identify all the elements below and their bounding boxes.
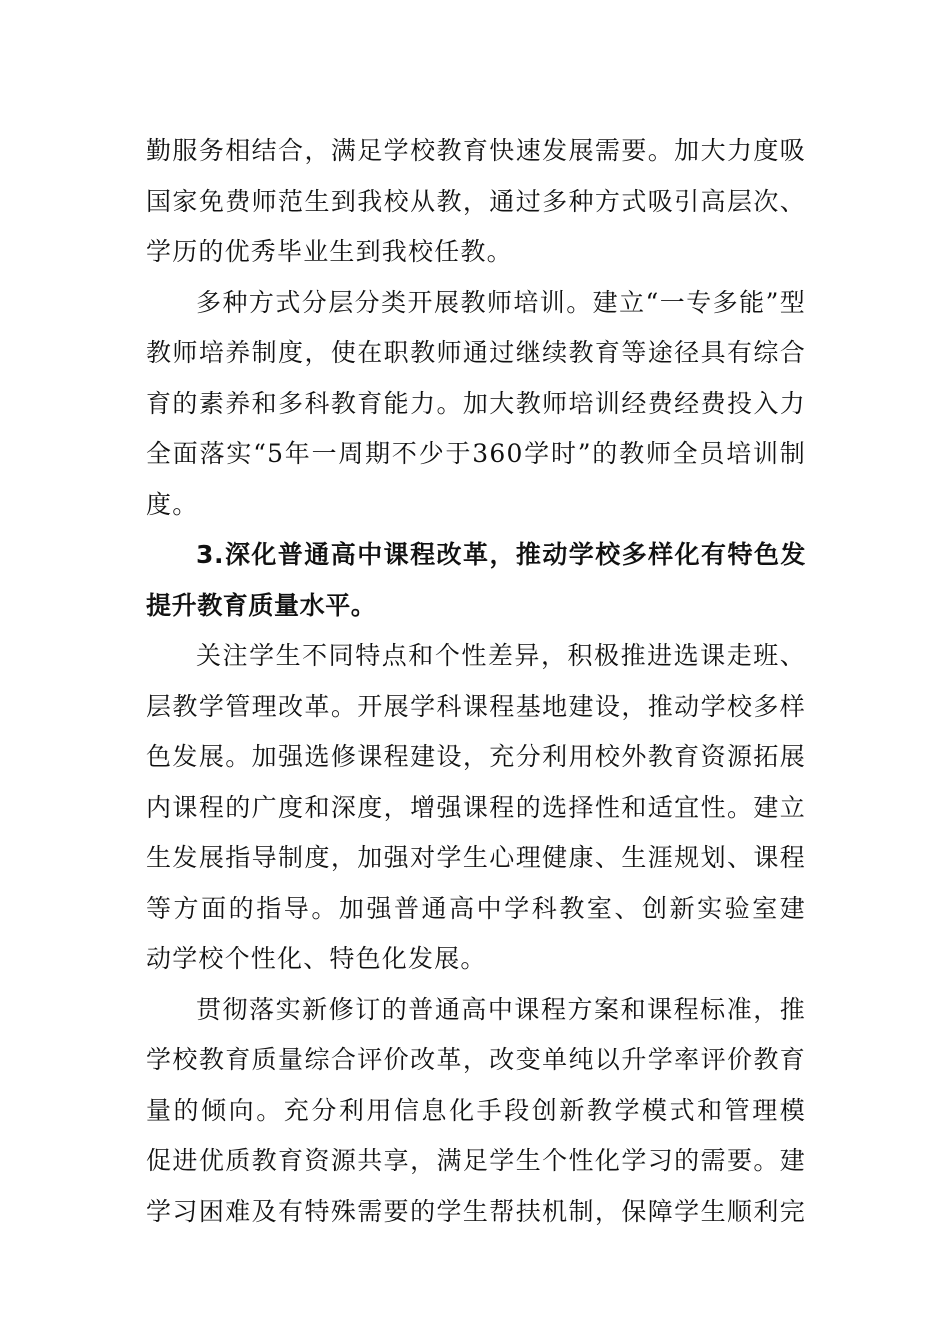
heading-line: 提升教育质量水平。 [146,590,377,620]
text-line: 量的倾向。充分利用信息化手段创新教学模式和管理模 [146,1095,806,1125]
text-line: 教师培养制度，使在职教师通过继续教育等途径具有综合 [146,338,806,367]
text-line: 勤服务相结合，满足学校教育快速发展需要。加大力度吸 [146,136,806,165]
text-line: 学校教育质量综合评价改革，改变单纯以升学率评价教育 [146,1045,806,1074]
text-line: 学历的优秀毕业生到我校任教。 [146,237,513,266]
text-line: 等方面的指导。加强普通高中学科教室、创新实验室建 [146,893,806,923]
paragraph-teacher-training [146,278,806,531]
paragraph-course-reform [146,631,806,985]
text-line: 贯彻落实新修订的普通高中课程方案和课程标准，推 [196,994,806,1024]
text-line: 关注学生不同特点和个性差异，积极推进选课走班、 [196,641,806,670]
text-line: 促进优质教育资源共享，满足学生个性化学习的需要。建 [146,1146,806,1175]
text-line: 国家免费师范生到我校从教，通过多种方式吸引高层次、 [146,186,806,216]
text-line: 学习困难及有特殊需要的学生帮扶机制，保障学生顺利完 [146,1196,806,1226]
text-line: 全面落实“5年一周期不少于360学时”的教师全员培训制 [146,439,806,468]
heading-line: 3.深化普通高中课程改革，推动学校多样化有特色发 [196,540,806,569]
section-heading [146,530,806,631]
paragraph-staffing [146,126,806,278]
text-line: 动学校个性化、特色化发展。 [146,944,487,973]
text-line: 育的素养和多科教育能力。加大教师培训经费经费投入力 [146,388,806,418]
paragraph-quality-evaluation [146,985,806,1238]
text-line: 色发展。加强选修课程建设，充分利用校外教育资源拓展 [146,742,806,771]
text-line: 生发展指导制度，加强对学生心理健康、生涯规划、课程 [146,843,806,872]
text-line: 内课程的广度和深度，增强课程的选择性和适宜性。建立 [146,792,806,822]
document-body [146,126,806,1237]
text-line: 层教学管理改革。开展学科课程基地建设，推动学校多样 [146,691,806,721]
text-line: 多种方式分层分类开展教师培训。建立“一专多能”型 [196,287,806,317]
text-line: 度。 [146,489,199,519]
